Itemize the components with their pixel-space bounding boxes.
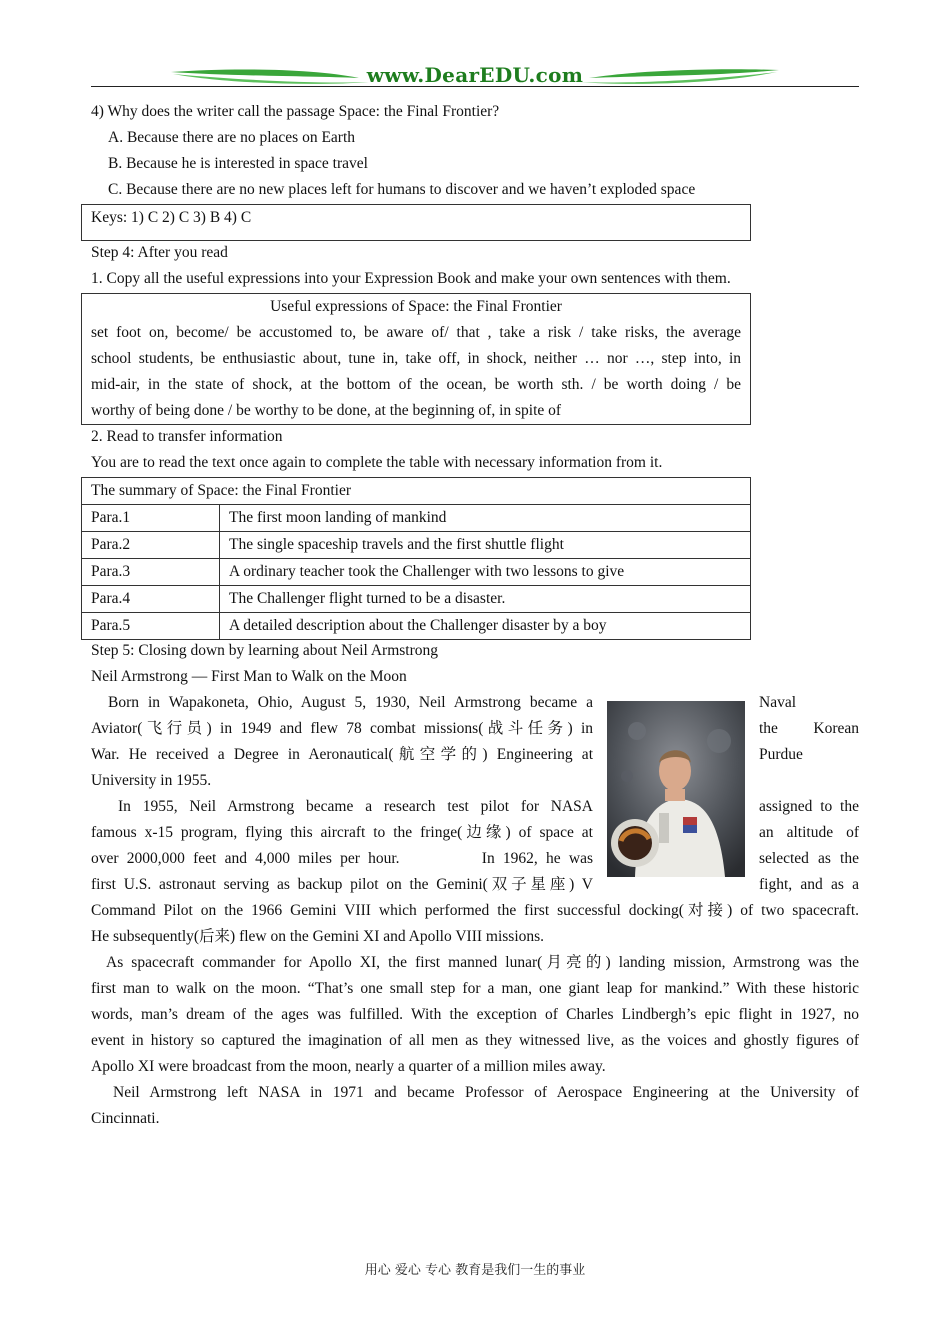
expressions-title: Useful expressions of Space: the Final Frontier <box>270 298 562 315</box>
p3-line-2: first man to walk on the moon. “That’s one small step for a man, one giant leap for mankind.” With these historic <box>91 980 859 997</box>
question-4: 4) Why does the writer call the passage Space: the Final Frontier? <box>91 103 500 120</box>
p2-line-2-left: famous x-15 program, flying this aircraft to the fringe(边缘) of space at <box>91 824 593 841</box>
para-label: Para.4 <box>82 586 220 613</box>
p3-line-1: As spacecraft commander for Apollo XI, the first manned lunar(月亮的) landing mission, Armstrong was the <box>106 954 859 971</box>
header-rule <box>91 86 859 87</box>
p1-line-2 <box>91 716 859 742</box>
expressions-line-4: worthy of being done / be worthy to be done, at the beginning of, in spite of <box>91 402 562 419</box>
p2-line-1-left: In 1955, Neil Armstrong became a research test pilot for NASA <box>118 798 593 815</box>
table-row <box>82 586 751 613</box>
summary-table <box>81 477 751 640</box>
p2-line-4-right: fight, and as a <box>759 876 859 893</box>
p2-line-3 <box>91 846 859 872</box>
p2-line-2-right: an altitude of <box>759 824 859 841</box>
step4-task1: 1. Copy all the useful expressions into your Expression Book and make your own sentences with them. <box>91 270 731 287</box>
p1-line-3-left: War. He received a Degree in Aeronautical(航空学的) Engineering at <box>91 746 593 763</box>
step4-task2-desc: You are to read the text once again to complete the table with necessary information from it. <box>91 454 663 471</box>
step5-title: Step 5: Closing down by learning about Neil Armstrong <box>91 642 439 659</box>
keys-box <box>81 204 751 241</box>
para-summary: The single spaceship travels and the first shuttle flight <box>220 532 751 559</box>
p2-full-line: Command Pilot on the 1966 Gemini VIII which performed the first successful docking(对接) of two spacecraft. <box>91 902 859 919</box>
p2-line-3-right: selected as the <box>759 850 859 867</box>
p2-line-1-right: assigned to the <box>759 798 859 815</box>
p4-last-line: Cincinnati. <box>91 1110 160 1127</box>
p2-line-2 <box>91 820 859 846</box>
p3-line-3: words, man’s dream of the ages was fulfilled. With the exception of Charles Lindbergh’s epic flight in 1927, no <box>91 1006 859 1023</box>
keys-text: Keys: 1) C 2) C 3) B 4) C <box>91 209 252 226</box>
para-summary: A detailed description about the Challenger disaster by a boy <box>220 613 751 640</box>
p1-line-3-right: Purdue <box>759 746 803 763</box>
page-footer: 用心 爱心 专心 教育是我们一生的事业 <box>364 1263 586 1278</box>
p2-line-4 <box>91 872 859 898</box>
table-row <box>82 613 751 640</box>
step4-title: Step 4: After you read <box>91 244 228 261</box>
option-b: B. Because he is interested in space travel <box>108 155 368 172</box>
p4-line-1: Neil Armstrong left NASA in 1971 and became Professor of Aerospace Engineering at the University of <box>113 1084 859 1101</box>
para-summary: The Challenger flight turned to be a disaster. <box>220 586 751 613</box>
p3-last-line: Apollo XI were broadcast from the moon, nearly a quarter of a million miles away. <box>91 1058 606 1075</box>
p1-line-1 <box>91 690 859 716</box>
p2-line-4-left: first U.S. astronaut serving as backup pilot on the Gemini(双子星座) V <box>91 876 593 893</box>
table-row <box>82 505 751 532</box>
page-header <box>91 62 859 90</box>
table-row <box>82 532 751 559</box>
para-summary: A ordinary teacher took the Challenger with two lessons to give <box>220 559 751 586</box>
expressions-line-2: school students, be enthusiastic about, tune in, take off, in shock, neither … nor …, step into, in <box>91 350 741 367</box>
step4-task2: 2. Read to transfer information <box>91 428 283 445</box>
p1-last-line: University in 1955. <box>91 772 212 789</box>
para-summary: The first moon landing of mankind <box>220 505 751 532</box>
step5-subtitle: Neil Armstrong — First Man to Walk on the Moon <box>91 668 407 685</box>
expressions-line-1: set foot on, become/ be accustomed to, be aware of/ that , take a risk / take risks, the average <box>91 324 741 341</box>
option-a: A. Because there are no places on Earth <box>108 129 356 146</box>
p1-line-1-left: Born in Wapakoneta, Ohio, August 5, 1930, Neil Armstrong became a <box>108 694 593 711</box>
para-label: Para.1 <box>82 505 220 532</box>
table-title-row <box>82 478 751 505</box>
p2-line-3-left: over 2000,000 feet and 4,000 miles per hour. In 1962, he was <box>91 850 593 867</box>
table-row <box>82 559 751 586</box>
p2-last-line: He subsequently(后来) flew on the Gemini XI and Apollo VIII missions. <box>91 928 545 945</box>
p1-line-1-right: Naval <box>759 694 797 711</box>
p1-line-2-left: Aviator(飞行员) in 1949 and flew 78 combat missions(战斗任务) in <box>91 720 593 737</box>
table-title: The summary of Space: the Final Frontier <box>82 478 751 505</box>
para-label: Para.3 <box>82 559 220 586</box>
option-c: C. Because there are no new places left for humans to discover and we haven’t exploded space <box>108 181 696 198</box>
expressions-line-3: mid-air, in the state of shock, at the bottom of the ocean, be worth sth. / be worth doing / be <box>91 376 741 393</box>
p2-line-1 <box>91 794 859 820</box>
p3-line-4: event in history so captured the imagination of all men as they witnessed live, as the voices and ghostly figures of <box>91 1032 859 1049</box>
p1-line-3 <box>91 742 859 768</box>
p1-line-2-right: the Korean <box>759 720 859 737</box>
para-label: Para.5 <box>82 613 220 640</box>
site-url[interactable]: www.DearEDU.com <box>366 63 584 87</box>
expressions-box <box>81 293 751 425</box>
para-label: Para.2 <box>82 532 220 559</box>
